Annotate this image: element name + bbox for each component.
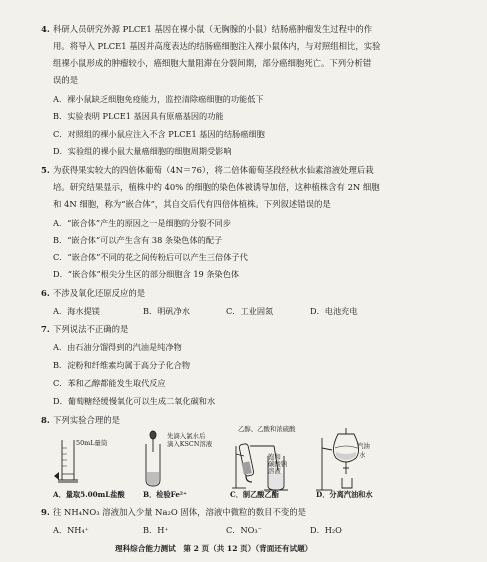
separator-label-gasoline: 汽油 [357, 442, 370, 450]
q6-number: 6. [41, 288, 50, 298]
q9-stem: 往 NH₄NO₃ 溶液加入少量 Na₂O 固体，溶液中微粒的数目不变的是 [53, 507, 306, 517]
q8-caption-a: A．量取5.00mL盐酸 [53, 490, 125, 499]
q4-stem-line-1: 科研人员研究外源 PLCE1 基因在裸小鼠（无胸腺的小鼠）结肠癌肿瘤发生过程中的作 [53, 24, 373, 34]
q7-option-b: B．淀粉和纤维素均属于高分子化合物 [53, 360, 191, 370]
q6-option-a: A．海水提镁 [53, 306, 100, 316]
q4-number: 4. [41, 24, 50, 34]
q9-option-a: A．NH₄⁺ [53, 525, 90, 535]
page-footer: 理科综合能力测试 第 2 页（共 12 页）（背面还有试题） [115, 544, 313, 553]
q9-option-b: B．H⁺ [143, 525, 169, 535]
q7-option-c: C．苯和乙醇都能发生取代反应 [53, 378, 166, 388]
q8-caption-d: D．分离汽油和水 [316, 490, 373, 499]
q5-option-b: B．“嵌合体”可以产生含有 38 条染色体的配子 [53, 235, 223, 245]
q7-stem: 下列说法不正确的是 [53, 324, 129, 334]
q4-stem-line-2: 用。将导入 PLCE1 基因并高度表达的结肠癌细胞注入裸小鼠体内，与对照组相比，实验 [53, 41, 381, 51]
q8-caption-c: C．制乙酸乙酯 [230, 490, 279, 499]
q8-number: 8. [41, 415, 50, 425]
separator-label-water: 水 [359, 451, 366, 459]
q8-stem: 下列实验合理的是 [53, 415, 120, 425]
q4-option-a: A．裸小鼠缺乏细胞免疫能力，监控清除癌细胞的功能低下 [53, 94, 264, 104]
q9-number: 9. [41, 507, 50, 517]
q6-stem: 不涉及氧化还原反应的是 [53, 288, 146, 298]
q5-option-d: D．“嵌合体”根尖分生区的部分细胞含 19 条染色体 [53, 269, 240, 279]
q5-stem-line-2: 培。研究结果显示，植株中约 40% 的细胞的染色体被诱导加倍，这种植株含有 2N 细胞 [53, 182, 380, 192]
q5-stem-line-1: 为获得果实较大的四倍体葡萄（4N＝76），将二倍体葡萄茎段经秋水仙素溶液处理后栽 [53, 165, 374, 175]
q8-caption-b: B．检验Fe²⁺ [143, 490, 187, 499]
q4-option-c: C．对照组的裸小鼠应注入不含 PLCE1 基因的结肠癌细胞 [53, 129, 265, 139]
q9-option-c: C．NO₃⁻ [226, 525, 262, 535]
q5-stem-line-3: 和 4N 细胞，称为“嵌合体”，其自交后代有四倍体植株。下列叙述错误的是 [53, 199, 331, 209]
test-tube-diagram [138, 430, 168, 490]
q9-option-d: D．H₂O [310, 525, 342, 535]
q4-stem-line-3: 组裸小鼠形成的肿瘤较小，癌细胞大量阻滞在分裂间期，部分癌细胞死亡。下列分析错 [53, 58, 372, 68]
ester-reagents-label: 乙醇、乙酸和浓硫酸 [238, 425, 296, 433]
q4-option-b: B．实验表明 PLCE1 基因具有原癌基因的功能 [53, 111, 224, 121]
q7-option-d: D．葡萄糖经缓慢氧化可以生成二氧化碳和水 [53, 396, 216, 406]
q7-option-a: A．由石油分馏得到的汽油是纯净物 [53, 342, 182, 352]
q6-option-d: D．电池充电 [310, 306, 358, 316]
tube-label-line-2: 滴入KSCN溶液 [167, 440, 213, 448]
cylinder-label: 50mL量筒 [76, 439, 108, 447]
separatory-funnel-diagram [316, 428, 376, 492]
q5-option-c: C．“嵌合体”不同的花之间传粉后可以产生三倍体子代 [53, 252, 248, 262]
tube-label-line-1: 先滴入氯水后 [167, 432, 206, 440]
q6-option-c: C．工业固氮 [226, 306, 274, 316]
q6-option-b: B．明矾净水 [143, 306, 190, 316]
ester-collector-label-line-3: 溶液 [268, 467, 281, 475]
q4-stem-line-4: 误的是 [53, 75, 79, 85]
q4-option-d: D．实验组的裸小鼠大量癌细胞的细胞周期受影响 [53, 146, 232, 156]
q5-number: 5. [41, 165, 50, 175]
ester-collector-label-line-2: 碳酸钠 [268, 460, 288, 468]
q5-option-a: A．“嵌合体”产生的原因之一是细胞的分裂不同步 [53, 218, 232, 228]
ester-collector-label-line-1: 饱和 [268, 453, 281, 461]
q7-number: 7. [41, 324, 50, 334]
